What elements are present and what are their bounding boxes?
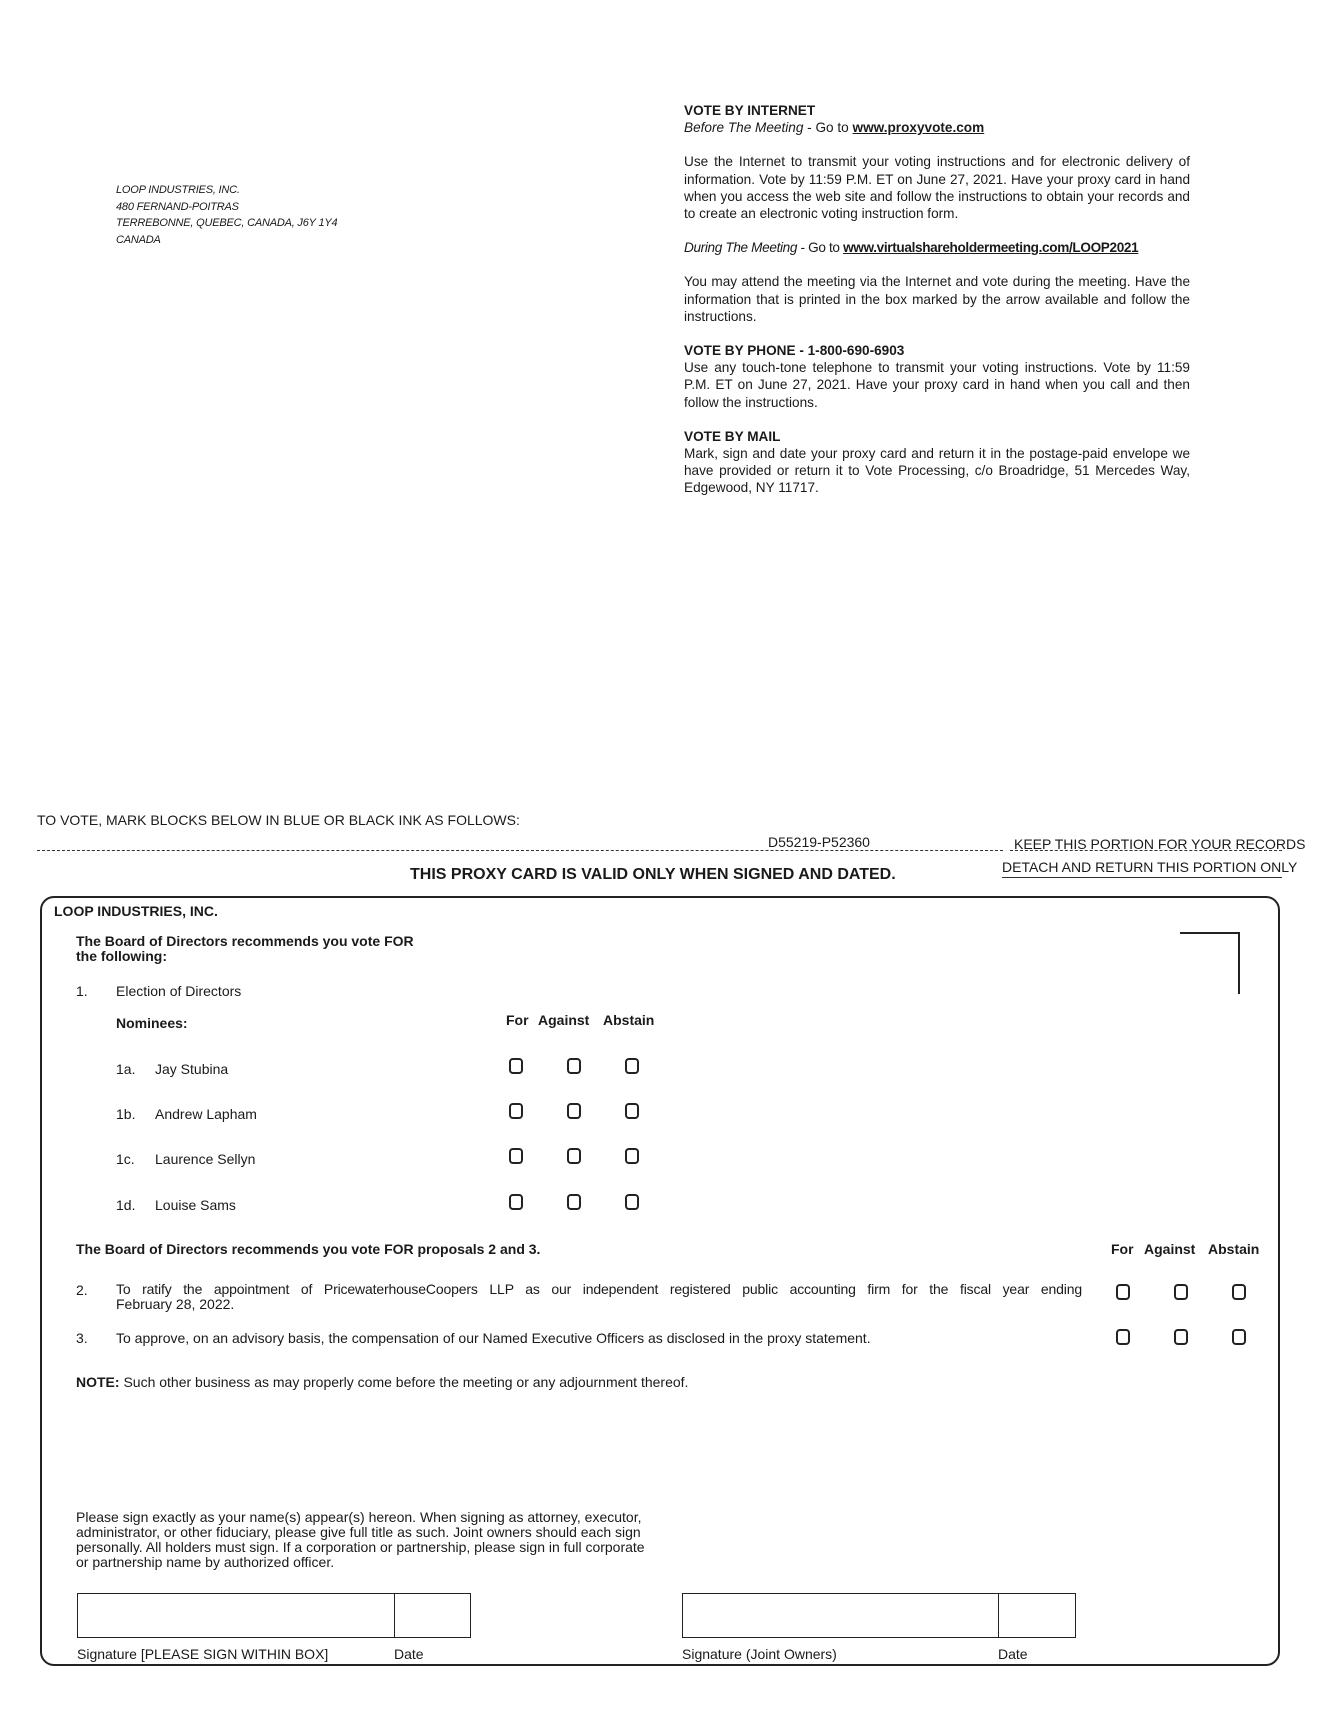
- proposal-2-abstain-checkbox[interactable]: [1232, 1284, 1246, 1300]
- address-line: CANADA: [116, 233, 161, 246]
- before-goto: - Go to: [803, 120, 853, 136]
- note-label: NOTE:: [76, 1374, 120, 1390]
- proxyvote-link[interactable]: www.proxyvote.com: [852, 120, 985, 136]
- col-abstain-header-2: Abstain: [1208, 1241, 1260, 1257]
- signing-instructions: [76, 1510, 645, 1570]
- proposal-2-text: [116, 1282, 1082, 1312]
- proposal-3-against-checkbox[interactable]: [1174, 1329, 1188, 1345]
- nominee-1c-for-checkbox[interactable]: [509, 1148, 523, 1164]
- proposal-3-for-checkbox[interactable]: [1116, 1329, 1130, 1345]
- proposal-3-abstain-checkbox[interactable]: [1232, 1329, 1246, 1345]
- joint-date-label: Date: [998, 1646, 1028, 1662]
- internet-text: Use the Internet to transmit your voting instructions and for electronic delivery of information. Vote by 11:59 P.M. ET on June 27, 2021. Have your proxy card in hand when you access the web site and follow the instructions to obtain your records and to create an electronic voting instruction form.: [684, 154, 1190, 222]
- detach-line: [37, 850, 1003, 851]
- during-meeting-line: [684, 239, 1190, 256]
- proposal-2-line: February 28, 2022.: [116, 1296, 235, 1312]
- date-label: Date: [394, 1646, 424, 1662]
- item-1-number: 1.: [76, 983, 88, 999]
- col-against-header-2: Against: [1144, 1241, 1196, 1257]
- address-line: TERREBONNE, QUEBEC, CANADA, J6Y 1Y4: [116, 217, 338, 229]
- proposal-3-number: 3.: [76, 1330, 88, 1346]
- nominee-1b-for-checkbox[interactable]: [509, 1103, 523, 1119]
- nominee-1a-against-checkbox[interactable]: [567, 1058, 581, 1074]
- item-1-label: Election of Directors: [116, 983, 242, 999]
- nominee-1a-for-checkbox[interactable]: [509, 1058, 523, 1074]
- during-goto: - Go to: [797, 240, 844, 256]
- joint-signature-label: Signature (Joint Owners): [682, 1646, 837, 1662]
- proposal-2-for-checkbox[interactable]: [1116, 1284, 1130, 1300]
- nominee-name: Andrew Lapham: [155, 1106, 257, 1122]
- voting-instructions: [684, 102, 1190, 497]
- detach-rule: [1002, 877, 1282, 878]
- nominee-number: 1b.: [116, 1106, 136, 1122]
- col-for-header-2: For: [1111, 1241, 1134, 1257]
- detach-portion-label: DETACH AND RETURN THIS PORTION ONLY: [1002, 859, 1298, 875]
- mailing-address: [116, 182, 337, 248]
- signing-line: personally. All holders must sign. If a corporation or partnership, please sign in full corporate: [76, 1539, 645, 1555]
- nominees-label: Nominees:: [116, 1015, 188, 1031]
- proposal-2-against-checkbox[interactable]: [1174, 1284, 1188, 1300]
- col-against-header: Against: [538, 1012, 590, 1028]
- nominee-1d-abstain-checkbox[interactable]: [625, 1194, 639, 1210]
- recommendation-1: [76, 934, 414, 964]
- nominee-1c-against-checkbox[interactable]: [567, 1148, 581, 1164]
- phone-text: Use any touch-tone telephone to transmit your voting instructions. Vote by 11:59 P.M. ET on June 27, 2021. Have your proxy card in hand when you call and then follow the instructions.: [684, 360, 1190, 410]
- proposal-3-text: To approve, on an advisory basis, the compensation of our Named Executive Officers as disclosed in the proxy statement.: [116, 1330, 871, 1346]
- signing-line: or partnership name by authorized officer.: [76, 1554, 335, 1570]
- nominee-name: Jay Stubina: [155, 1061, 229, 1077]
- address-line: LOOP INDUSTRIES, INC.: [116, 184, 240, 196]
- nominee-number: 1d.: [116, 1197, 136, 1213]
- nominee-number: 1c.: [116, 1151, 135, 1167]
- nominee-1c-abstain-checkbox[interactable]: [625, 1148, 639, 1164]
- proposal-2-line: To ratify the appointment of PricewaterhouseCoopers LLP as our independent registered public accounting firm for the fiscal year ending: [116, 1281, 1082, 1297]
- during-meeting-label: During The Meeting: [684, 240, 798, 256]
- address-line: 480 FERNAND-POITRAS: [116, 200, 239, 213]
- nominee-1d-for-checkbox[interactable]: [509, 1194, 523, 1210]
- recommendation-2: The Board of Directors recommends you vote FOR proposals 2 and 3.: [76, 1241, 541, 1257]
- validity-notice: THIS PROXY CARD IS VALID ONLY WHEN SIGNED AND DATED.: [410, 866, 896, 883]
- nominee-1a-abstain-checkbox[interactable]: [625, 1058, 639, 1074]
- nominee-1b-abstain-checkbox[interactable]: [625, 1103, 639, 1119]
- internet-heading: VOTE BY INTERNET: [684, 103, 816, 118]
- virtual-meeting-link[interactable]: www.virtualshareholdermeeting.com/LOOP2021: [843, 240, 1139, 256]
- to-vote-instruction: TO VOTE, MARK BLOCKS BELOW IN BLUE OR BLACK INK AS FOLLOWS:: [37, 812, 520, 828]
- proposal-2-number: 2.: [76, 1282, 88, 1298]
- before-meeting-line: [684, 119, 1190, 136]
- joint-signature-box[interactable]: [682, 1593, 1076, 1638]
- nominee-name: Laurence Sellyn: [155, 1151, 256, 1167]
- nominee-name: Louise Sams: [155, 1197, 236, 1213]
- note-text: Such other business as may properly come before the meeting or any adjournment thereof.: [119, 1374, 689, 1390]
- corner-mark: [1180, 932, 1240, 994]
- keep-portion-label: KEEP THIS PORTION FOR YOUR RECORDS: [1014, 836, 1306, 852]
- phone-heading: VOTE BY PHONE - 1-800-690-6903: [684, 343, 905, 359]
- recommendation-1-line: the following:: [76, 948, 167, 964]
- signature-date-divider: [394, 1593, 395, 1638]
- nominee-1b-against-checkbox[interactable]: [567, 1103, 581, 1119]
- mail-heading: VOTE BY MAIL: [684, 428, 781, 444]
- joint-date-divider: [998, 1593, 999, 1638]
- signing-line: administrator, or other fiduciary, please give full title as such. Joint owners should each sign: [76, 1524, 641, 1540]
- mail-text: Mark, sign and date your proxy card and return it in the postage-paid envelope we have provided or return it to Vote Processing, c/o Broadridge, 51 Mercedes Way, Edgewood, NY 11717.: [684, 446, 1190, 496]
- signing-line: Please sign exactly as your name(s) appear(s) hereon. When signing as attorney, executor,: [76, 1509, 642, 1525]
- before-meeting-label: Before The Meeting: [684, 120, 804, 136]
- control-code: D55219-P52360: [768, 834, 870, 850]
- col-abstain-header: Abstain: [603, 1012, 655, 1028]
- signature-label: Signature [PLEASE SIGN WITHIN BOX]: [77, 1646, 329, 1662]
- nominee-1d-against-checkbox[interactable]: [567, 1194, 581, 1210]
- card-company: LOOP INDUSTRIES, INC.: [54, 903, 218, 919]
- note: [76, 1374, 688, 1390]
- nominee-number: 1a.: [116, 1061, 136, 1077]
- col-for-header: For: [506, 1012, 529, 1028]
- recommendation-1-line: The Board of Directors recommends you vote FOR: [76, 933, 414, 949]
- during-text: You may attend the meeting via the Internet and vote during the meeting. Have the information that is printed in the box marked by the arrow available and follow the instructions.: [684, 274, 1190, 324]
- signature-box[interactable]: [77, 1593, 471, 1638]
